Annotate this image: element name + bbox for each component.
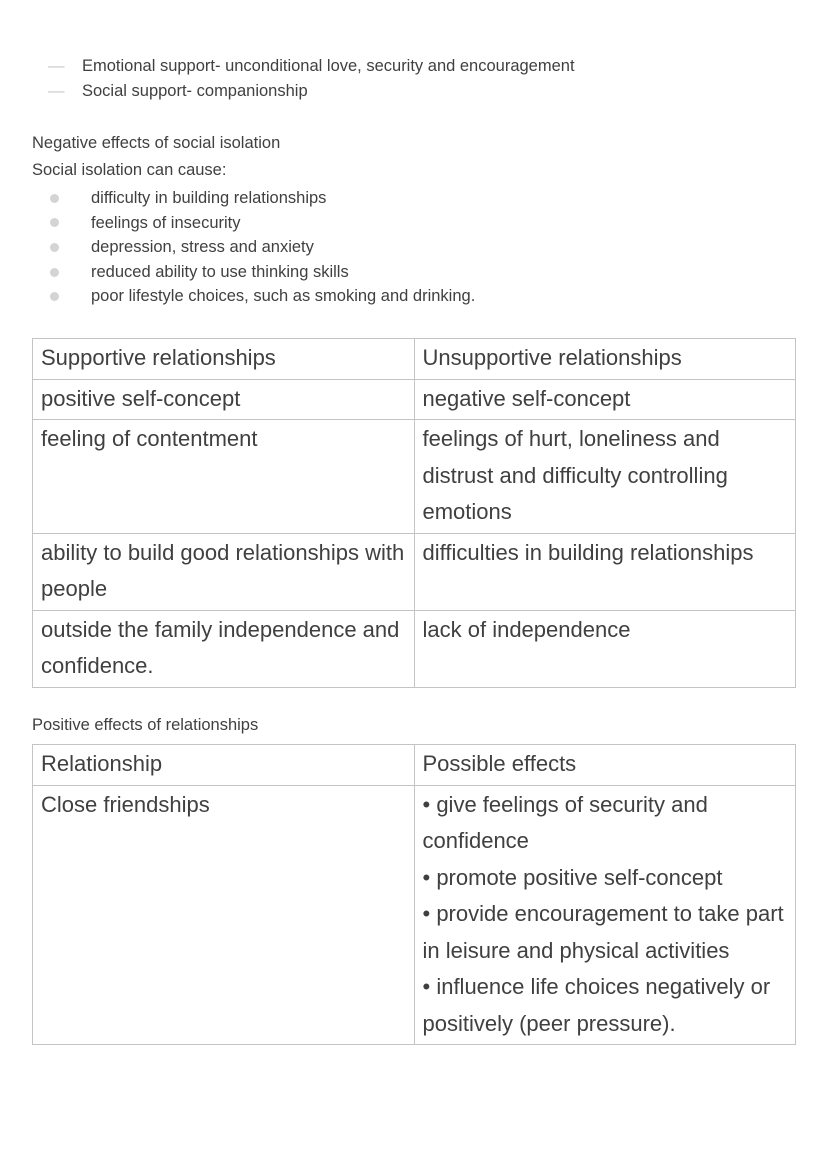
bullet-icon [50,292,59,301]
table-header-row: Supportive relationships Unsupportive relationships [33,339,796,380]
list-item: — Emotional support- unconditional love, security and encouragement [48,54,575,79]
list-item: difficulty in building relationships [50,186,475,211]
bullet-icon [50,194,59,203]
positive-effects-table [32,744,796,1045]
table-row: outside the family independence and confidence. lack of independence [33,610,796,687]
bullet-icon [50,218,59,227]
table-caption: Positive effects of relationships [32,716,259,734]
bullet-icon [50,243,59,252]
table-header-row: Relationship Possible effects [33,745,796,786]
isolation-list [50,186,475,309]
effect-item: • influence life choices negatively or positively (peer pressure). [422,974,771,1036]
relationships-comparison-table [32,338,796,688]
table-row: Close friendships • give feelings of security and confidence • promote positive self-concept • provide encouragement to take part in leisure and physical activities • influence life choices negatively or positively (peer pressure). [33,785,796,1045]
effect-item: • promote positive self-concept [422,864,723,890]
effect-item: • provide encouragement to take part in leisure and physical activities [422,901,784,963]
list-item: feelings of insecurity [50,211,475,236]
bullet-icon [50,268,59,277]
list-item: poor lifestyle choices, such as smoking and drinking. [50,284,475,309]
table-row: ability to build good relationships with people difficulties in building relationships [33,533,796,610]
list-item: depression, stress and anxiety [50,235,475,260]
section-heading: Negative effects of social isolation [32,134,281,152]
dash-icon: — [48,81,65,100]
effect-item: • give feelings of security and confidence [422,791,708,853]
list-item: — Social support- companionship [48,79,575,104]
dash-icon: — [48,57,65,75]
table-row: positive self-concept negative self-concept [33,379,796,420]
table-row: feeling of contentment feelings of hurt, loneliness and distrust and difficulty controlling emotions [33,420,796,534]
support-list [48,54,575,103]
list-item: reduced ability to use thinking skills [50,260,475,285]
intro-text: Social isolation can cause: [32,161,227,179]
